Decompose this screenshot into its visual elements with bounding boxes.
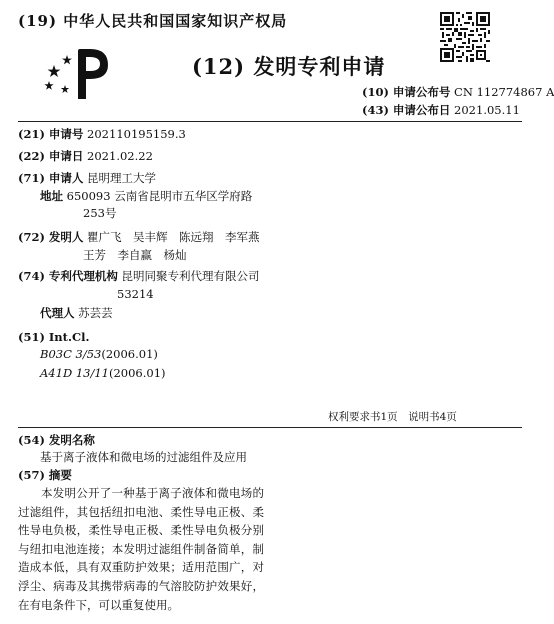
- inventors-field: [18, 229, 260, 245]
- agency-field: [18, 268, 260, 284]
- application-date: 2021.02.22: [87, 149, 153, 163]
- inventors-line-2: 王芳 李自赢 杨灿: [83, 248, 187, 262]
- publication-date: 2021.05.11: [454, 103, 520, 117]
- agency-label: (74) 专利代理机构: [18, 269, 118, 283]
- publication-number-label: (10) 申请公布号: [362, 85, 451, 99]
- application-number-field: [18, 126, 186, 142]
- address-field: [40, 188, 252, 204]
- publication-number-row: [362, 84, 554, 100]
- ipc-version: (2006.01): [108, 366, 166, 380]
- ipc-code: A41D 13/11: [40, 366, 109, 380]
- agency-line-2: 53214: [117, 287, 154, 301]
- address-line-1: 650093 云南省昆明市五华区学府路: [66, 189, 253, 203]
- inventors-line-1: 瞿广飞 吴丰辉 陈远翔 李军燕: [87, 230, 260, 244]
- ipc-label: (51) Int.Cl.: [18, 330, 90, 344]
- ipc-entry: [40, 347, 158, 361]
- ipc-field: [18, 329, 89, 345]
- application-date-field: [18, 148, 153, 164]
- invention-title: 基于离子液体和微电场的过滤组件及应用: [40, 450, 247, 464]
- document-type: (12) 发明专利申请: [192, 54, 386, 79]
- abstract-divider: [18, 427, 522, 428]
- applicant-field: [18, 170, 156, 186]
- application-date-label: (22) 申请日: [18, 149, 84, 163]
- publication-date-label: (43) 申请公布日: [362, 103, 451, 117]
- publication-date-row: [362, 102, 520, 118]
- header-divider: [18, 121, 522, 122]
- qr-code: [440, 12, 490, 62]
- patent-office-logo: [40, 45, 112, 101]
- agent-label: 代理人: [40, 306, 75, 320]
- publication-number: CN 112774867 A: [454, 85, 554, 99]
- page-count: 权利要求书1页 说明书4页: [328, 411, 457, 423]
- application-number: 202110195159.3: [87, 127, 186, 141]
- ipc-code: B03C 3/53: [40, 347, 102, 361]
- agent: 苏芸芸: [78, 306, 113, 320]
- address-label: 地址: [40, 189, 63, 203]
- abstract-label: (57) 摘要: [18, 468, 72, 482]
- ipc-version: (2006.01): [101, 347, 158, 361]
- invention-title-label: (54) 发明名称: [18, 433, 95, 447]
- applicant-label: (71) 申请人: [18, 171, 84, 185]
- application-number-label: (21) 申请号: [18, 127, 84, 141]
- ipc-entry: [40, 366, 166, 380]
- agency-line-1: 昆明同聚专利代理有限公司: [121, 269, 260, 283]
- address-line-2: 253号: [83, 206, 117, 220]
- issuing-office: (19) 中华人民共和国国家知识产权局: [18, 12, 288, 30]
- agent-field: [40, 305, 113, 321]
- abstract-text: 本发明公开了一种基于离子液体和微电场的过滤组件，其包括纽扣电池、柔性导电正极、柔性导电负极，柔性导电正极、柔性导电负极分别与纽扣电池连接；本发明过滤组件制备简单，制造成本低，具有双重防护效果；适用范围广，对浮尘、病毒及其携带病毒的气溶胶防护效果好，在有电条件下，可以重复使用。: [18, 486, 264, 612]
- inventors-label: (72) 发明人: [18, 230, 84, 244]
- applicant: 昆明理工大学: [87, 171, 157, 185]
